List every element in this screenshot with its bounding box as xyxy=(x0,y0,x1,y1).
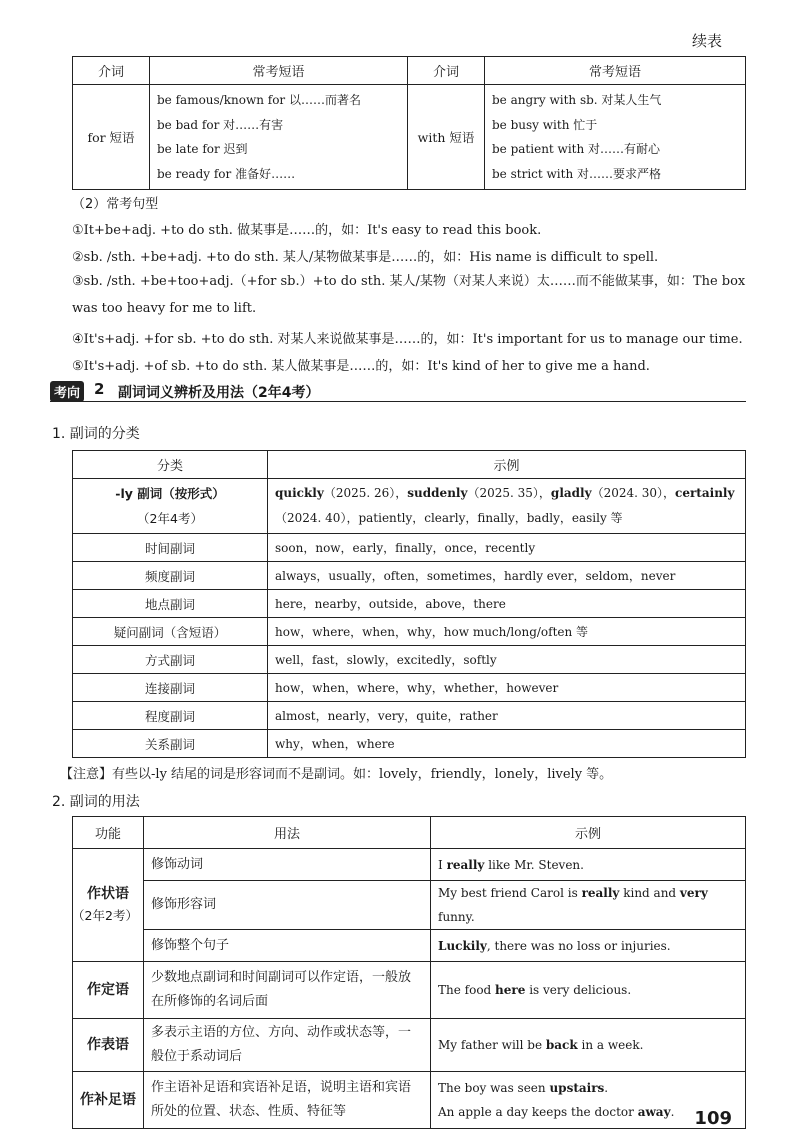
classification-heading: 1. 副词的分类 xyxy=(52,426,140,442)
usage-cell: 修饰整个句子 xyxy=(144,930,431,962)
example-text: I xyxy=(438,857,447,872)
phrase-item: be late for 迟到 xyxy=(157,142,248,156)
section-divider xyxy=(50,401,746,402)
table-row xyxy=(73,930,746,962)
table-row xyxy=(73,618,746,646)
category-label: 频度副词 xyxy=(73,562,268,590)
table-row xyxy=(73,849,746,881)
usage-cell: 修饰动词 xyxy=(144,849,431,881)
pattern-item: ⑤It's+adj. +of sb. +to do sth. 某人做某事是……的，如：It's kind of her to give me a hand. xyxy=(72,359,650,374)
function-note: （2年2考） xyxy=(72,908,138,923)
example-cell: always，usually，often，sometimes，hardly ever，seldom，never xyxy=(268,562,746,590)
col-header-examples: 示例 xyxy=(268,451,746,479)
example-bold-word: Luckily xyxy=(438,938,487,953)
function-label: 作表语 xyxy=(73,1019,144,1072)
table-row xyxy=(73,534,746,562)
table-row xyxy=(73,702,746,730)
function-label: 作定语 xyxy=(73,962,144,1019)
pattern-item: ③sb. /sth. +be+too+adj.（+for sb.）+to do sth. 某人/某物（对某人来说）太……而不能做某事，如：The box was too heavy for me to lift. xyxy=(72,274,746,316)
for-phrase-category: for 短语 xyxy=(73,85,150,190)
example-text: kind and xyxy=(619,886,680,900)
example-cell xyxy=(431,962,746,1019)
table-row xyxy=(73,1072,746,1129)
example-text: funny. xyxy=(438,910,475,924)
usage-heading: 2. 副词的用法 xyxy=(52,794,140,810)
example-bold-word: here xyxy=(495,983,526,997)
section-badge: 考向 xyxy=(50,381,84,402)
example-cell: how，when，where，why，whether，however xyxy=(268,674,746,702)
usage-cell: 多表示主语的方位、方向、动作或状态等，一般位于系动词后 xyxy=(144,1019,431,1072)
category-label: 方式副词 xyxy=(73,646,268,674)
table-row xyxy=(73,730,746,758)
category-label: 地点副词 xyxy=(73,590,268,618)
usage-table xyxy=(72,816,746,1129)
example-cell xyxy=(431,1019,746,1072)
example-bold-word: away xyxy=(637,1105,671,1119)
exam-ref: （2025. 35） xyxy=(467,486,539,500)
category-cell xyxy=(73,479,268,534)
category-label: 时间副词 xyxy=(73,534,268,562)
col-header-prep-right: 介词 xyxy=(408,57,485,85)
table-row xyxy=(73,479,746,534)
col-header-phrases-right: 常考短语 xyxy=(485,57,746,85)
example-cell xyxy=(431,849,746,881)
pattern-item: ②sb. /sth. +be+adj. +to do sth. 某人/某物做某事是……的，如：His name is difficult to spell. xyxy=(72,250,659,265)
exam-ref: （2025. 26） xyxy=(323,486,396,500)
example-cell xyxy=(431,930,746,962)
example-cell: how，where，when，why，how much/long/often 等 xyxy=(268,618,746,646)
phrase-item: be strict with 对……要求严格 xyxy=(492,166,661,181)
example-bold-word: gladly xyxy=(550,486,592,500)
patterns-title: （2）常考句型 xyxy=(72,197,159,212)
note-label: 【注意】 xyxy=(60,767,113,782)
example-cell: why，when，where xyxy=(268,730,746,758)
table-row xyxy=(73,646,746,674)
pattern-item: ①It+be+adj. +to do sth. 做某事是……的，如：It's easy to read this book. xyxy=(72,223,542,238)
example-text: . xyxy=(670,1105,675,1119)
category-label: 程度副词 xyxy=(73,702,268,730)
col-header-example: 示例 xyxy=(431,817,746,849)
example-text: , there was no loss or injuries. xyxy=(486,938,671,953)
example-bold-word: suddenly xyxy=(407,486,468,500)
table-row xyxy=(73,881,746,930)
usage-cell: 修饰形容词 xyxy=(144,881,431,930)
example-bold-word: quickly xyxy=(275,486,324,500)
phrase-table xyxy=(72,56,746,190)
phrase-item: be patient with 对……有耐心 xyxy=(492,142,661,156)
phrase-item: be angry with sb. 对某人生气 xyxy=(492,93,662,107)
table-row xyxy=(73,962,746,1019)
function-label: 作补足语 xyxy=(73,1072,144,1129)
usage-cell: 少数地点副词和时间副词可以作定语，一般放在所修饰的名词后面 xyxy=(144,962,431,1019)
function-label: 作状语 xyxy=(87,886,129,902)
phrase-item: be ready for 准备好…… xyxy=(157,166,296,181)
page-number: 109 xyxy=(694,1108,732,1129)
function-cell xyxy=(73,849,144,962)
category-label: -ly 副词（按形式） xyxy=(115,486,225,501)
example-bold-word: upstairs xyxy=(549,1081,605,1095)
category-label: 连接副词 xyxy=(73,674,268,702)
category-note: （2年4考） xyxy=(137,511,203,526)
example-cell: soon，now，early，finally，once，recently xyxy=(268,534,746,562)
col-header-category: 分类 xyxy=(73,451,268,479)
example-rest: ，patiently，clearly，finally，badly，easily 等 xyxy=(346,511,623,525)
with-phrase-list xyxy=(485,85,746,190)
section-number: 2 xyxy=(94,380,105,398)
example-cell: well，fast，slowly，excitedly，softly xyxy=(268,646,746,674)
table-row xyxy=(73,590,746,618)
with-phrase-category: with 短语 xyxy=(408,85,485,190)
table-row xyxy=(73,1019,746,1072)
example-bold-word: very xyxy=(679,886,708,900)
note xyxy=(60,763,612,782)
example-cell: almost，nearly，very，quite，rather xyxy=(268,702,746,730)
col-header-phrases-left: 常考短语 xyxy=(150,57,408,85)
note-text: 有些以-ly 结尾的词是形容词而不是副词。如：lovely，friendly，lonely，lively 等。 xyxy=(112,767,613,782)
example-bold-word: really xyxy=(446,857,485,872)
for-phrase-list xyxy=(150,85,408,190)
example-text: . xyxy=(604,1081,609,1095)
example-cell: quickly（2025. 26），suddenly（2025. 35），gladly（2024. 30），certainly （2024. 40），patiently，clearly，finally，badly，easily 等 xyxy=(268,479,746,534)
col-header-function: 功能 xyxy=(73,817,144,849)
example-cell xyxy=(431,881,746,930)
usage-cell: 作主语补足语和宾语补足语，说明主语和宾语所处的位置、状态、性质、特征等 xyxy=(144,1072,431,1129)
example-text: The boy was seen xyxy=(438,1081,550,1095)
pattern-item: ④It's+adj. +for sb. +to do sth. 对某人来说做某事是……的，如：It's important for us to manage our time. xyxy=(72,332,743,347)
phrase-item: be busy with 忙于 xyxy=(492,117,598,132)
example-bold-word: certainly xyxy=(675,486,735,500)
col-header-prep-left: 介词 xyxy=(73,57,150,85)
section-title: 副词词义辨析及用法（2年4考） xyxy=(118,385,320,401)
exam-ref: （2024. 30） xyxy=(591,486,664,500)
continued-label: 续表 xyxy=(691,32,722,50)
example-cell: here，nearby，outside，above，there xyxy=(268,590,746,618)
exam-ref: （2024. 40） xyxy=(275,511,347,525)
table-row xyxy=(73,674,746,702)
classification-table xyxy=(72,450,746,758)
phrase-item: be bad for 对……有害 xyxy=(157,117,284,132)
category-label: 关系副词 xyxy=(73,730,268,758)
example-text: An apple a day keeps the doctor xyxy=(438,1105,638,1119)
example-text: in a week. xyxy=(577,1038,644,1052)
example-text: The food xyxy=(438,983,496,997)
col-header-usage: 用法 xyxy=(144,817,431,849)
example-text: is very delicious. xyxy=(525,983,632,997)
example-bold-word: really xyxy=(581,886,620,900)
category-label: 疑问副词（含短语） xyxy=(73,618,268,646)
phrase-item: be famous/known for 以……而著名 xyxy=(157,93,361,107)
example-text: My father will be xyxy=(438,1038,546,1052)
example-bold-word: back xyxy=(545,1038,578,1052)
example-text: My best friend Carol is xyxy=(438,886,582,900)
example-text: like Mr. Steven. xyxy=(484,857,584,872)
table-row xyxy=(73,562,746,590)
